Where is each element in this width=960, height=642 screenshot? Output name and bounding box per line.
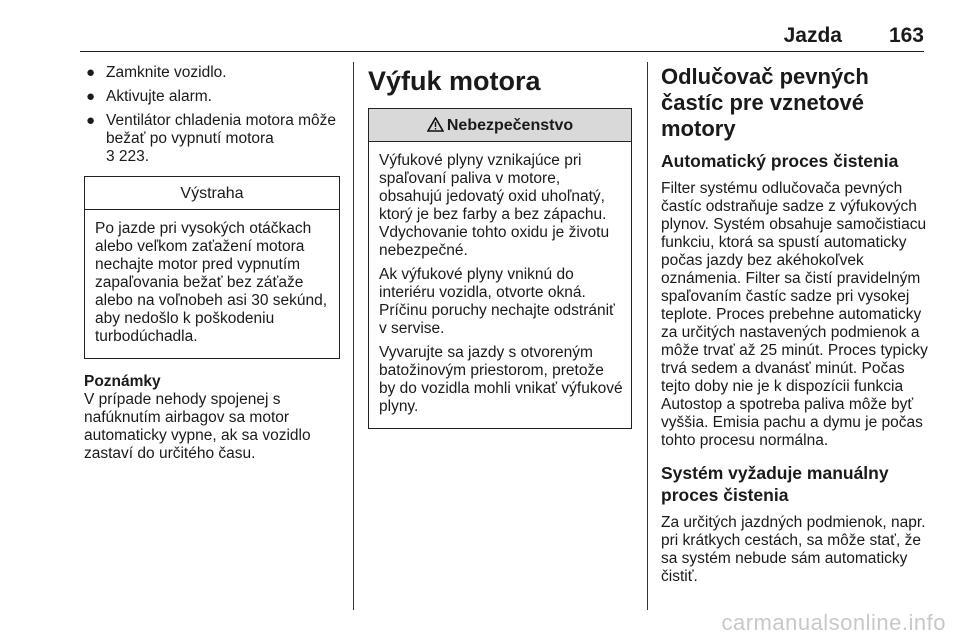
column-middle	[368, 64, 632, 429]
header-rule	[80, 51, 924, 52]
watermark: carmanualsonline.info	[721, 610, 946, 635]
warning-title: Výstraha	[85, 177, 339, 210]
body-paragraph: Za určitých jazdných podmienok, napr. pri krátkych cestách, sa môže stať, že sa systém nebude sám automaticky čistiť.	[661, 514, 926, 585]
warning-triangle-icon	[427, 117, 444, 132]
list-item: ● Ventilátor chladenia motora môže bežať po vypnutí motora 3 223.	[86, 112, 337, 165]
column-divider	[647, 62, 648, 610]
danger-paragraph: Výfukové plyny vznikajúce pri spaľovaní paliva v motore, obsahujú jedovatý oxid uhoľnatý, ktorý je bez farby a bez zápachu. Vdychovanie tohto oxidu je životu nebezpečné.	[379, 152, 610, 259]
column-right	[661, 64, 931, 598]
section-title: Jazda	[783, 24, 842, 47]
subheading: Systém vyžaduje manuálny proces čistenia	[661, 463, 889, 505]
note-title: Poznámky	[84, 373, 161, 390]
danger-title: Nebezpečenstvo	[369, 109, 631, 142]
bullet-list	[84, 64, 340, 166]
warning-text: Po jazde pri vysokých otáčkach alebo veľkom zaťažení motora nechajte motor pred vypnutím zapaľovania bežať bez záťaže alebo na voľnobeh asi 30 sekúnd, aby nedošlo k poškodeniu turbodúchadla.	[95, 220, 328, 345]
danger-box	[368, 108, 632, 429]
column-left	[84, 64, 340, 463]
column-divider	[353, 62, 354, 610]
list-item: ● Aktivujte alarm.	[86, 88, 212, 105]
list-item: ● Zamknite vozidlo.	[86, 64, 227, 81]
note-text: V prípade nehody spojenej s nafúknutím airbagov sa motor automaticky vypne, ak sa vozidlo zastaví do určitého času.	[84, 391, 311, 462]
page-reference: 3 223.	[106, 148, 150, 165]
danger-paragraph: Ak výfukové plyny vniknú do interiéru vozidla, otvorte okná. Príčinu poruchy nechajte odstrániť v servise.	[379, 266, 615, 337]
danger-paragraph: Vyvarujte sa jazdy s otvoreným batožinovým priestorom, pretože by do vozidla mohli vnikať výfukové plyny.	[379, 344, 623, 415]
page-number: 163	[888, 24, 924, 47]
warning-box	[84, 176, 340, 359]
section-heading: Výfuk motora	[368, 66, 541, 96]
page-header	[80, 24, 924, 54]
subheading: Automatický proces čistenia	[661, 151, 899, 171]
section-heading: Odlučovač pevných častíc pre vznetové motory	[661, 64, 869, 141]
body-paragraph: Filter systému odlučovača pevných častíc odstraňuje sadze z výfukových plynov. Systém obsahuje samočistiacu funkciu, ktorá sa spustí automaticky počas jazdy bez akéhokoľvek oznámenia. Filter sa čistí pravidelným spaľovaním častíc sadze pri vysokej teplote. Proces prebehne automaticky za určitých nastavených podmienok a môže trvať až 25 minút. Proces typicky trvá sedem a dvanásť minút. Počas tejto doby nie je k dispozícii funkcia Autostop a spotreba paliva môže byť vyššia. Emisia pachu a dymu je počas tohto procesu normálna.	[661, 180, 928, 449]
